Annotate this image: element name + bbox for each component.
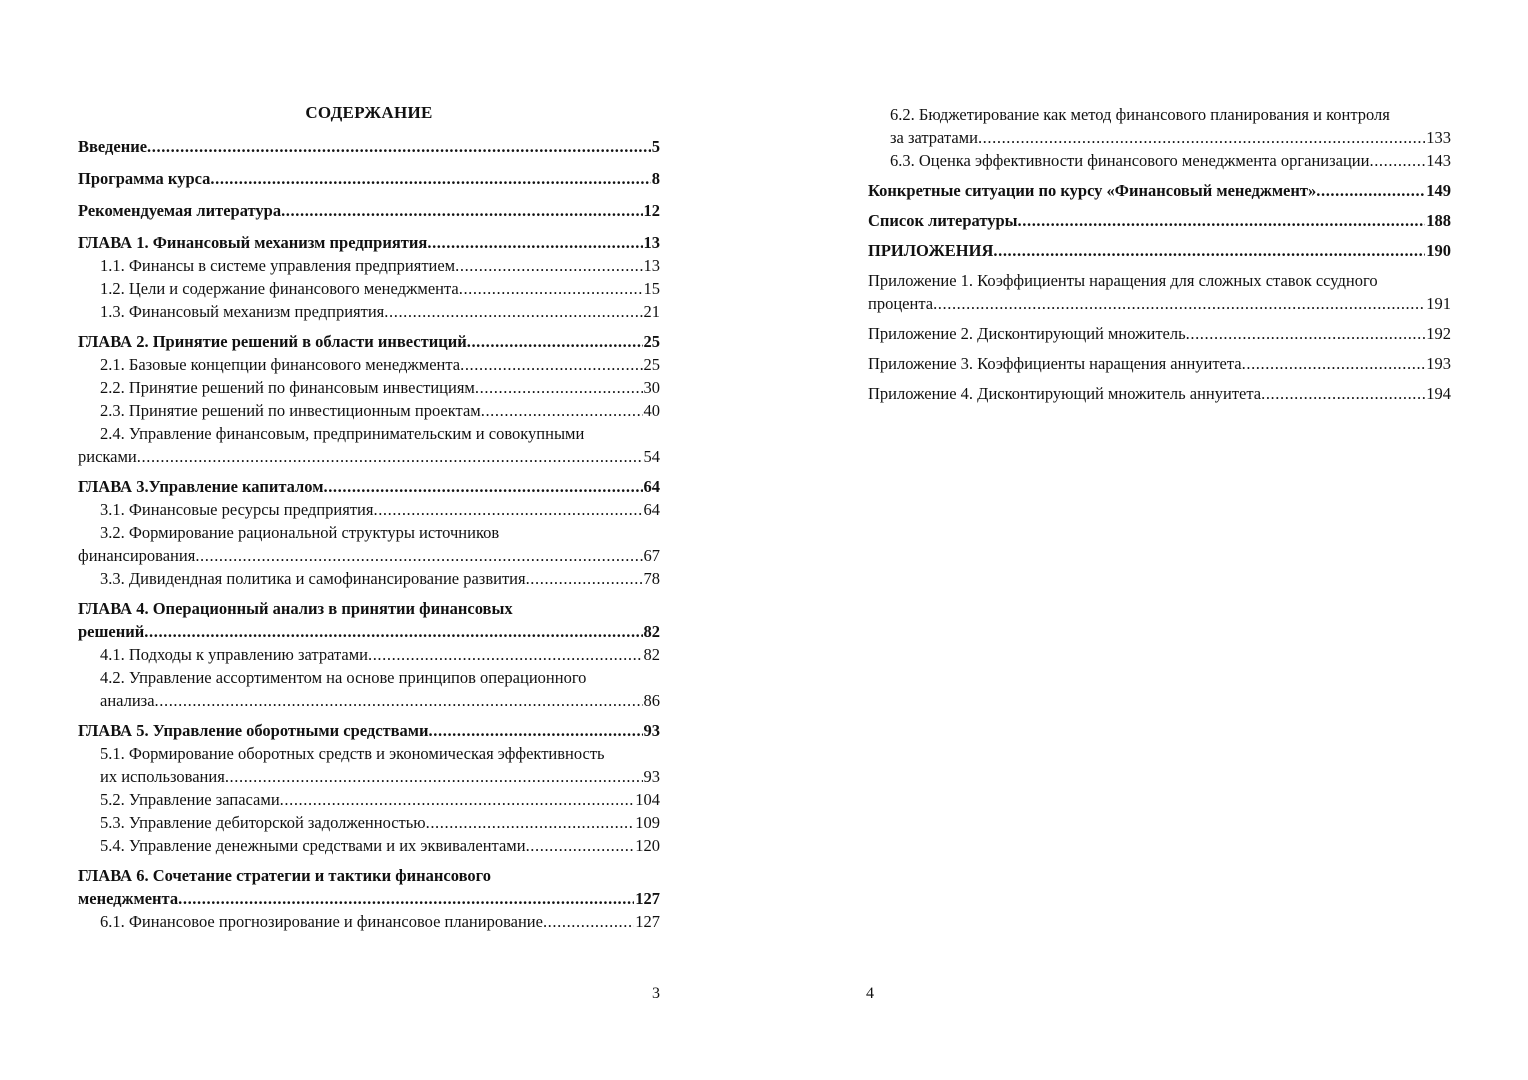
toc-entry-appendices: ПРИЛОЖЕНИЯ ..... 190 [868,239,1451,262]
toc-page-number: 25 [643,355,660,374]
toc-page-number: 93 [643,721,660,740]
toc-entry-course-program: Программа курса ..... 8 [78,167,660,190]
toc-page-number: 13 [643,233,660,252]
toc-page-number: 13 [643,256,660,275]
toc-entry-section-1-3: 1.3. Финансовый механизм предприятия ..... 21 [78,300,660,323]
toc-page-number: 127 [635,889,660,908]
toc-page-number: 30 [643,378,660,397]
toc-page-number: 188 [1426,211,1451,230]
toc-page-number: 82 [643,645,660,664]
toc-entry-section-2-4: 2.4. Управление финансовым, предпринимательским и совокупными рисками ..... 54 [78,422,660,468]
toc-title: СОДЕРЖАНИЕ [305,103,433,122]
toc-page-number: 149 [1426,181,1451,200]
toc-entry-section-5-3: 5.3. Управление дебиторской задолженностью ..... 109 [78,811,660,834]
toc-page-number: 193 [1426,354,1451,373]
toc-entry-chapter-2: ГЛАВА 2. Принятие решений в области инвестиций ..... 25 [78,330,660,353]
toc-entry-appendix-1: Приложение 1. Коэффициенты наращения для сложных ставок ссудного процента ..... 191 [868,269,1451,315]
toc-entry-section-2-1: 2.1. Базовые концепции финансового менеджмента ..... 25 [78,353,660,376]
toc-entry-section-5-4: 5.4. Управление денежными средствами и их эквивалентами ..... 120 [78,834,660,857]
toc-entry-case-studies: Конкретные ситуации по курсу «Финансовый менеджмент» ..... 149 [868,179,1451,202]
toc-entry-section-3-1: 3.1. Финансовые ресурсы предприятия ..... 64 [78,498,660,521]
toc-page-number: 194 [1426,384,1451,403]
toc-entry-section-4-1: 4.1. Подходы к управлению затратами ..... 82 [78,643,660,666]
toc-entry-chapter-5: ГЛАВА 5. Управление оборотными средствами ..... 93 [78,719,660,742]
toc-page-number: 143 [1426,151,1451,170]
toc-page-number: 5 [651,137,660,156]
toc-entry-section-4-2: 4.2. Управление ассортиментом на основе принципов операционного анализа ..... 86 [78,666,660,712]
toc-entry-introduction: Введение ..... 5 [78,135,660,158]
toc-entry-section-3-3: 3.3. Дивидендная политика и самофинансирование развития ..... 78 [78,567,660,590]
toc-entry-appendix-4: Приложение 4. Дисконтирующий множитель аннуитета ..... 194 [868,382,1451,405]
page-number: 4 [866,985,874,1002]
page-number: 3 [652,985,660,1002]
toc-page-number: 15 [643,279,660,298]
toc-page-number: 104 [635,790,660,809]
toc-page-number: 40 [643,401,660,420]
toc-entry-appendix-2: Приложение 2. Дисконтирующий множитель ..... 192 [868,322,1451,345]
toc-entry-chapter-1: ГЛАВА 1. Финансовый механизм предприятия ..... 13 [78,231,660,254]
toc-page-number: 127 [635,912,660,931]
toc-page-number: 12 [643,201,660,220]
toc-page-number: 64 [643,477,660,496]
toc-entry-chapter-3: ГЛАВА 3.Управление капиталом ..... 64 [78,475,660,498]
toc-page-number: 64 [643,500,660,519]
toc-entry-appendix-3: Приложение 3. Коэффициенты наращения аннуитета ..... 193 [868,352,1451,375]
toc-page-number: 21 [643,302,660,321]
toc-page-number: 191 [1426,294,1451,313]
toc-entry-chapter-6: ГЛАВА 6. Сочетание стратегии и тактики финансового менеджмента ..... 127 [78,864,660,910]
toc-entry-section-2-2: 2.2. Принятие решений по финансовым инвестициям ..... 30 [78,376,660,399]
toc-page-number: 78 [643,569,660,588]
toc-page-number: 8 [651,169,660,188]
toc-entry-section-1-2: 1.2. Цели и содержание финансового менеджмента ..... 15 [78,277,660,300]
toc-page-number: 133 [1426,128,1451,147]
toc-page-number: 86 [643,691,660,710]
right-page [764,0,1528,1080]
toc-entry-section-1-1: 1.1. Финансы в системе управления предприятием ..... 13 [78,254,660,277]
toc-entry-section-6-2: 6.2. Бюджетирование как метод финансового планирования и контроля за затратами ..... 133 [868,103,1451,149]
toc-page-number: 93 [643,767,660,786]
toc-entry-section-3-2: 3.2. Формирование рациональной структуры источников финансирования ..... 67 [78,521,660,567]
toc-page-number: 25 [643,332,660,351]
toc-entry-section-5-1: 5.1. Формирование оборотных средств и экономическая эффективность их использования ..... 93 [78,742,660,788]
toc-page-number: 82 [643,622,660,641]
toc-page-number: 109 [635,813,660,832]
toc-entry-section-6-3: 6.3. Оценка эффективности финансового менеджмента организации ..... 143 [868,149,1451,172]
toc-page-number: 54 [643,447,660,466]
table-of-contents-right [868,103,1451,405]
toc-entry-chapter-4: ГЛАВА 4. Операционный анализ в принятии финансовых решений ..... 82 [78,597,660,643]
table-of-contents-left [78,135,660,933]
toc-entry-bibliography: Список литературы ..... 188 [868,209,1451,232]
toc-entry-section-2-3: 2.3. Принятие решений по инвестиционным проектам ..... 40 [78,399,660,422]
toc-entry-section-5-2: 5.2. Управление запасами ..... 104 [78,788,660,811]
toc-page-number: 120 [635,836,660,855]
toc-entry-recommended-literature: Рекомендуемая литература ..... 12 [78,199,660,222]
toc-page-number: 67 [643,546,660,565]
toc-entry-section-6-1: 6.1. Финансовое прогнозирование и финансовое планирование ..... 127 [78,910,660,933]
toc-page-number: 190 [1426,241,1451,260]
toc-page-number: 192 [1426,324,1451,343]
